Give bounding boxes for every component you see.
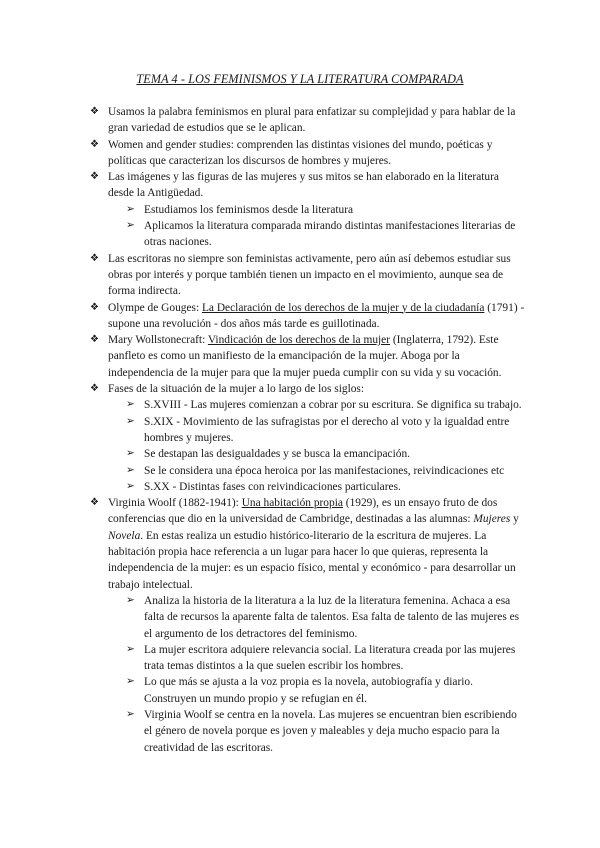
sub-bullet-item bbox=[90, 674, 525, 707]
sub-bullet-text: S.XIX - Movimiento de las sufragistas por el derecho al voto y la igualdad entre hombres y mujeres. bbox=[144, 415, 510, 444]
sub-bullet-item bbox=[90, 707, 525, 756]
sub-bullet-text: Aplicamos la literatura comparada mirando distintas manifestaciones literarias de otras naciones. bbox=[144, 220, 516, 249]
diamond-bullet-icon: ❖ bbox=[90, 334, 99, 346]
arrow-bullet-icon: ➢ bbox=[126, 220, 135, 232]
bullet-text: Usamos la palabra feminismos en plural para enfatizar su complejidad y para hablar de la gran variedad de estudios que se le aplican. bbox=[108, 106, 516, 135]
sub-bullet-item bbox=[90, 479, 525, 495]
arrow-bullet-icon: ➢ bbox=[126, 708, 135, 720]
sub-bullet-text: S.XVIII - Las mujeres comienzan a cobrar por su escritura. Se dignifica su trabajo. bbox=[144, 399, 522, 412]
bullet-text: Las escritoras no siempre son feministas activamente, pero aún así debemos estudiar sus obras por interés y porque también tienen un impacto en el movimiento, aunque sea de forma indirecta. bbox=[108, 252, 511, 298]
bullet-text-rest: (Inglaterra, 1792). Este panfleto es como un manifiesto de la emancipación de la mujer. Aboga por la independencia de la mujer para que la mujer pueda cumplir con su vida y su vocación. bbox=[108, 334, 502, 379]
bullet-text bbox=[108, 302, 524, 330]
bullet-item bbox=[90, 332, 525, 381]
author-name: Virginia Woolf (1882-1941): bbox=[108, 497, 242, 510]
bullet-item bbox=[90, 495, 525, 593]
sub-bullet-text: Lo que más se ajusta a la voz propia es la novela, autobiografía y diario. Construyen un mundo propio y se refugian en él. bbox=[144, 676, 473, 705]
arrow-bullet-icon: ➢ bbox=[126, 594, 135, 606]
sub-bullet-item bbox=[90, 593, 525, 642]
sub-bullet-item bbox=[90, 414, 525, 447]
work-title: La Declaración de los derechos de la mujer y de la ciudadanía bbox=[201, 301, 485, 314]
sub-bullet-item bbox=[90, 397, 525, 413]
bullet-text: Fases de la situación de la mujer a lo largo de los siglos: bbox=[108, 383, 365, 396]
arrow-bullet-icon: ➢ bbox=[126, 464, 135, 476]
bullet-text bbox=[108, 497, 519, 590]
arrow-bullet-icon: ➢ bbox=[126, 399, 135, 411]
sub-bullet-item bbox=[90, 642, 525, 675]
diamond-bullet-icon: ❖ bbox=[90, 171, 99, 183]
sub-bullet-item bbox=[90, 463, 525, 479]
sub-bullet-text: La mujer escritora adquiere relevancia social. La literatura creada por las mujeres trata temas distintos a la que suelen escribir los hombres. bbox=[144, 643, 516, 673]
sub-bullet-item bbox=[90, 218, 525, 251]
arrow-bullet-icon: ➢ bbox=[126, 643, 135, 655]
bullet-item bbox=[90, 169, 525, 202]
bullet-item bbox=[90, 104, 525, 137]
work-title: Una habitación propia bbox=[241, 497, 343, 510]
arrow-bullet-icon: ➢ bbox=[126, 480, 135, 492]
author-name: Olympe de Gouges: bbox=[108, 301, 202, 314]
bullet-item bbox=[90, 300, 525, 333]
diamond-bullet-icon: ❖ bbox=[90, 252, 99, 264]
sub-bullet-text: Estudiamos los feminismos desde la literatura bbox=[144, 203, 354, 216]
sub-bullet-text: Se le considera una época heroica por las manifestaciones, reivindicaciones etc bbox=[144, 464, 505, 477]
sub-bullet-text: Se destapan las desigualdades y se busca la emancipación. bbox=[144, 448, 411, 461]
bullet-text bbox=[108, 334, 501, 379]
diamond-bullet-icon: ❖ bbox=[90, 383, 99, 395]
diamond-bullet-icon: ❖ bbox=[90, 106, 99, 117]
arrow-bullet-icon: ➢ bbox=[126, 415, 135, 427]
bullet-item bbox=[90, 251, 525, 300]
sub-bullet-item bbox=[90, 202, 525, 218]
bullet-text-part: . En estas realiza un estudio histórico-literario de la escritura de mujeres. La habitación propia hace referencia a un lugar para hacer lo que quieras, representa la independencia de la mujer: es un espacio físico, mental y económico - para desarrollar un trabajo intelectual. bbox=[108, 529, 516, 591]
document-title: TEMA 4 - LOS FEMINISMOS Y LA LITERATURA COMPARADA bbox=[136, 72, 464, 86]
bullet-item bbox=[90, 381, 525, 397]
sub-bullet-text: S.XX - Distintas fases con reivindicaciones particulares. bbox=[144, 480, 401, 493]
work-title: Vindicación de los derechos de la mujer bbox=[207, 334, 391, 347]
author-name: Mary Wollstonecraft: bbox=[108, 334, 208, 347]
sub-bullet-text: Analiza la historia de la literatura a la luz de la literatura femenina. Achaca a esa falta de recursos la aparente falta de talentos. Esa falta de talento de las mujeres es el argumento de los detractores del feminismo. bbox=[144, 594, 520, 640]
diamond-bullet-icon: ❖ bbox=[90, 138, 99, 150]
bullet-item bbox=[90, 137, 525, 170]
bullet-text-part: y bbox=[510, 513, 519, 526]
diamond-bullet-icon: ❖ bbox=[90, 301, 99, 313]
bullet-text-part: (1929), es un ensayo fruto de dos conferencias que dio en la universidad de Cambridge, destinadas a las alumnas: bbox=[108, 497, 498, 526]
document-body bbox=[90, 104, 525, 756]
lecture-title: Novela bbox=[108, 529, 141, 542]
sub-bullet-item bbox=[90, 446, 525, 462]
lecture-title: Mujeres bbox=[473, 513, 511, 526]
bullet-text-rest: (1791) - supone una revolución - dos años más tarde es guillotinada. bbox=[108, 301, 525, 330]
sub-bullet-text: Virginia Woolf se centra en la novela. Las mujeres se encuentran bien escribiendo el género de novela porque es joven y maleables y deja mucho espacio para la creatividad de las escritoras. bbox=[144, 708, 517, 754]
diamond-bullet-icon: ❖ bbox=[90, 497, 99, 509]
bullet-text: Women and gender studies: comprenden las distintas visiones del mundo, poéticas y políticas que caracterizan los discursos de hombres y mujeres. bbox=[108, 138, 493, 167]
arrow-bullet-icon: ➢ bbox=[126, 676, 135, 688]
bullet-text: Las imágenes y las figuras de las mujeres y sus mitos se han elaborado en la literatura desde la Antigüedad. bbox=[108, 171, 499, 200]
arrow-bullet-icon: ➢ bbox=[126, 203, 135, 215]
arrow-bullet-icon: ➢ bbox=[126, 448, 135, 460]
